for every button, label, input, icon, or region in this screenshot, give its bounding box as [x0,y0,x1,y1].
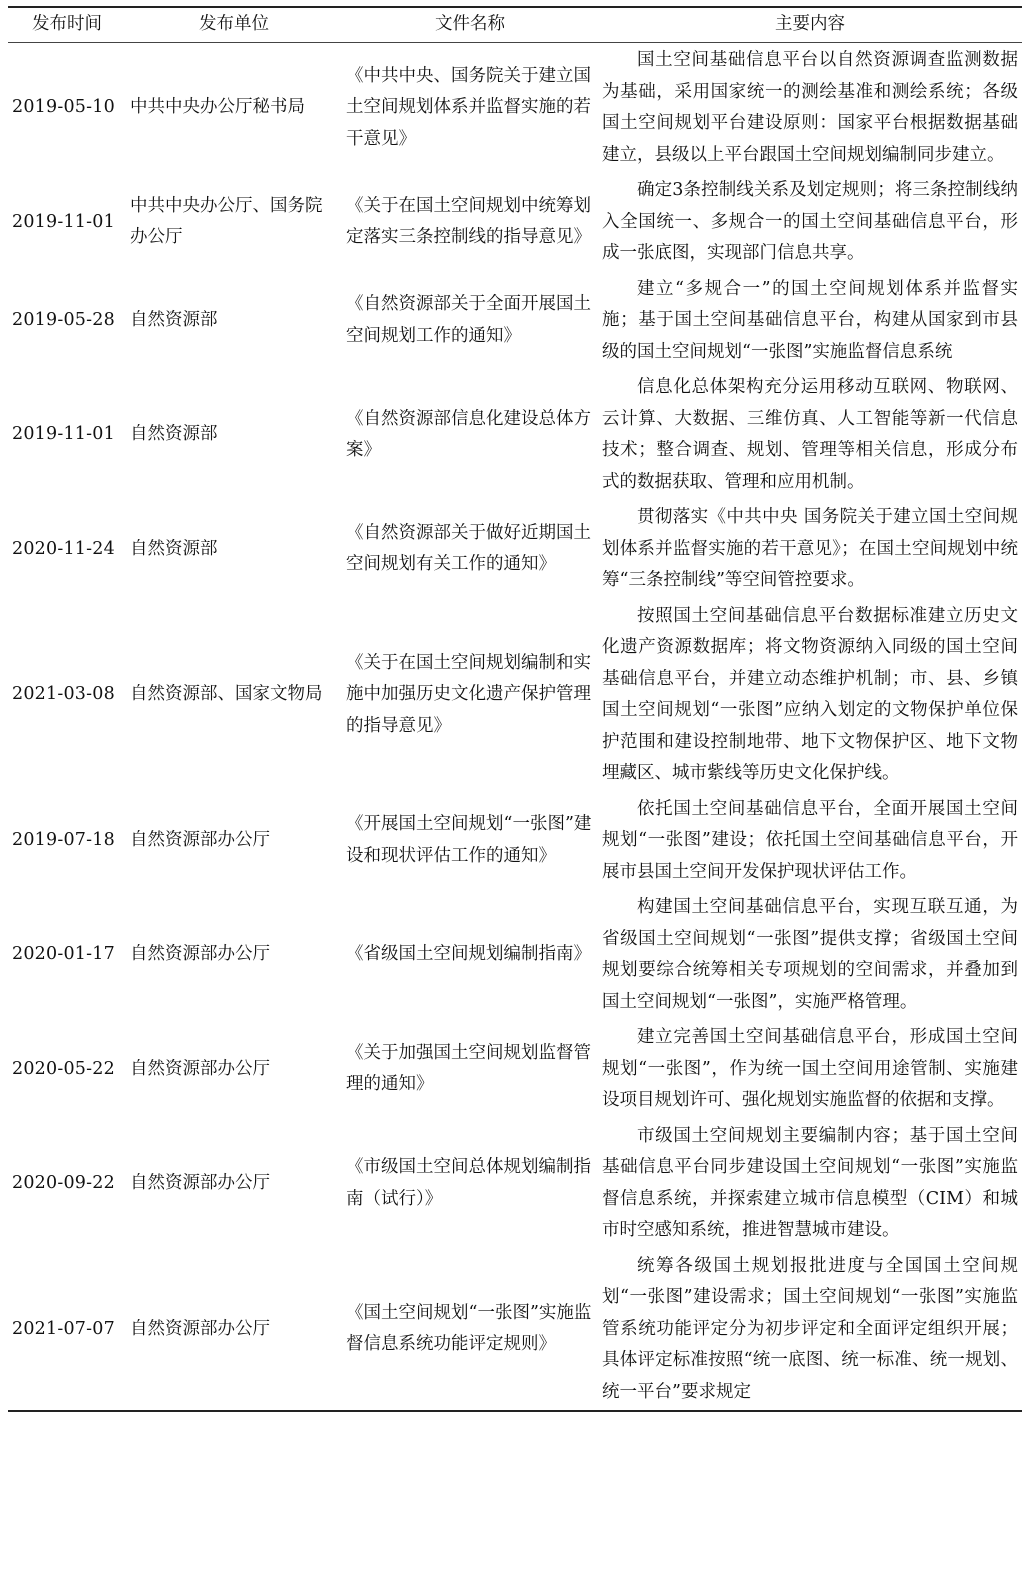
cell-name: 《市级国土空间总体规划编制指南（试行）》 [346,1157,591,1209]
cell-content: 构建国土空间基础信息平台，实现互联互通，为省级国土空间规划“一张图”提供支撑；省级国土空间规划要综合统筹相关专项规划的空间需求，并叠加到国土空间规划“一张图”，实施严格管理。 [602,897,1018,1012]
cell-name: 《关于在国土空间规划中统筹划定落实三条控制线的指导意见》 [346,195,591,248]
cell-content: 建立“多规合一”的国土空间规划体系并监督实施；基于国土空间基础信息平台，构建从国家到市县级的国土空间规划“一张图”实施监督信息系统 [602,278,1018,362]
cell-date: 2019-07-18 [12,830,115,850]
cell-date: 2019-05-10 [12,97,115,118]
table-header [8,7,1022,43]
cell-name: 《开展国土空间规划“一张图”建设和现状评估工作的通知》 [346,814,592,866]
table-row [8,272,1022,371]
cell-name: 《自然资源部信息化建设总体方案》 [346,408,591,460]
cell-date: 2020-01-17 [12,944,115,965]
cell-date: 2019-05-28 [12,310,115,330]
cell-unit: 自然资源部办公厅 [130,1058,270,1079]
cell-unit: 自然资源部 [130,310,218,330]
cell-content: 确定3条控制线关系及划定规则；将三条控制线纳入全国统一、多规合一的国土空间基础信息平台，形成一张底图，实现部门信息共享。 [602,180,1018,263]
cell-name: 《关于加强国土空间规划监督管理的通知》 [346,1042,591,1095]
cell-unit: 自然资源部办公厅 [130,944,270,965]
cell-content: 国土空间基础信息平台以自然资源调查监测数据为基础，采用国家统一的测绘基准和测绘系统；各级国土空间规划平台建设原则：国家平台根据数据基础建立，县级以上平台跟国土空间规划编制同步建立。 [602,50,1018,165]
table-row [8,370,1022,500]
cell-unit: 自然资源部 [130,424,218,445]
table-row [8,1119,1022,1249]
cell-unit: 中共中央办公厅、国务院办公厅 [130,195,323,248]
cell-date: 2021-07-07 [12,1318,115,1339]
table-row [8,792,1022,891]
table-row [8,43,1022,174]
cell-date: 2020-11-24 [12,538,115,559]
cell-date: 2020-05-22 [12,1058,115,1079]
cell-unit: 自然资源部办公厅 [130,1318,270,1339]
cell-unit: 自然资源部 [130,538,218,559]
cell-date: 2019-11-01 [12,424,115,445]
cell-date: 2019-11-01 [12,211,115,232]
cell-name: 《中共中央、国务院关于建立国土空间规划体系并监督实施的若干意见》 [346,65,591,149]
cell-content: 统筹各级国土规划报批进度与全国国土空间规划“一张图”建设需求；国土空间规划“一张图”实施监管系统功能评定分为初步评定和全面评定组织开展；具体评定标准按照“统一底图、统一标准、统一规划、统一平台”要求规定 [602,1255,1018,1402]
cell-content: 建立完善国土空间基础信息平台，形成国土空间规划“一张图”，作为统一国土空间用途管制、实施建设项目规划许可、强化规划实施监督的依据和支撑。 [602,1027,1018,1110]
header-unit: 发布单位 [199,14,269,35]
table-row [8,500,1022,599]
cell-unit: 自然资源部办公厅 [130,1172,270,1193]
cell-content: 信息化总体架构充分运用移动互联网、物联网、云计算、大数据、三维仿真、人工智能等新一代信息技术；整合调查、规划、管理等相关信息，形成分布式的数据获取、管理和应用机制。 [602,377,1018,492]
header-content: 主要内容 [775,14,845,35]
cell-content: 贯彻落实《中共中央 国务院关于建立国土空间规划体系并监督实施的若干意见》；在国土空间规划中统筹“三条控制线”等空间管控要求。 [602,507,1018,590]
cell-name: 《自然资源部关于全面开展国土空间规划工作的通知》 [346,294,591,346]
table-row [8,173,1022,272]
header-date: 发布时间 [32,14,102,35]
cell-name: 《自然资源部关于做好近期国土空间规划有关工作的通知》 [346,522,591,575]
cell-date: 2020-09-22 [12,1172,115,1193]
header-row [8,7,1022,43]
cell-content: 按照国土空间基础信息平台数据标准建立历史文化遗产资源数据库；将文物资源纳入同级的国土空间基础信息平台，并建立动态维护机制；市、县、乡镇国土空间规划“一张图”应纳入划定的文物保护单位保护范围和建设控制地带、地下文物保护区、地下文物埋藏区、城市紫线等历史文化保护线。 [602,605,1018,783]
cell-unit: 自然资源部办公厅 [130,830,270,850]
cell-name: 《国土空间规划“一张图”实施监督信息系统功能评定规则》 [346,1302,592,1355]
table-body [8,43,1022,1412]
table-row [8,890,1022,1020]
cell-unit: 自然资源部、国家文物局 [130,684,323,705]
table-row [8,599,1022,792]
cell-name: 《关于在国土空间规划编制和实施中加强历史文化遗产保护管理的指导意见》 [346,652,591,736]
cell-content: 市级国土空间规划主要编制内容；基于国土空间基础信息平台同步建设国土空间规划“一张图”实施监督信息系统，并探索建立城市信息模型（CIM）和城市时空感知系统，推进智慧城市建设。 [602,1125,1018,1240]
cell-date: 2021-03-08 [12,684,115,705]
cell-content: 依托国土空间基础信息平台，全面开展国土空间规划“一张图”建设；依托国土空间基础信息平台，开展市县国土空间开发保护现状评估工作。 [602,798,1018,882]
header-name: 文件名称 [435,14,505,35]
table-row [8,1020,1022,1119]
policy-table [8,6,1022,1412]
cell-name: 《省级国土空间规划编制指南》 [346,944,591,965]
table-row [8,1249,1022,1412]
cell-unit: 中共中央办公厅秘书局 [130,97,305,118]
